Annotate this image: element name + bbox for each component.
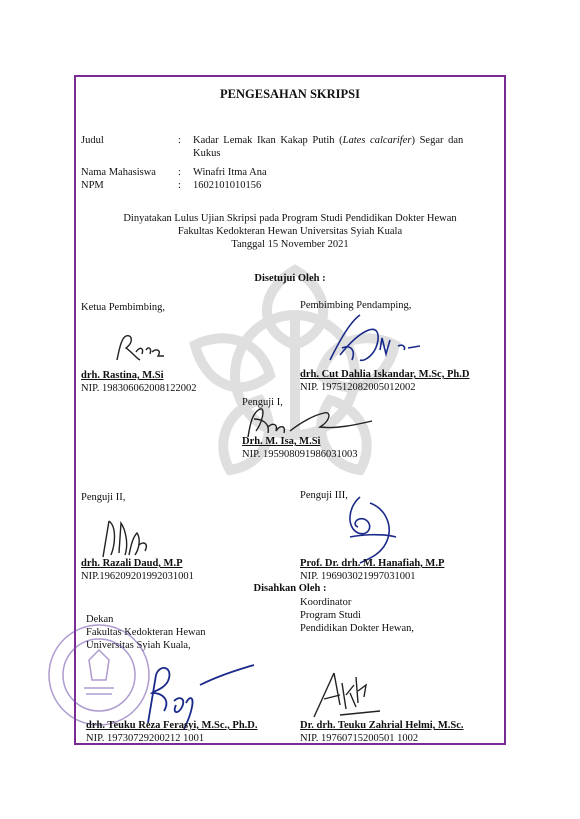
pendamping-signature (320, 310, 430, 370)
dekan-line3: Universitas Syiah Kuala, (86, 640, 191, 651)
statement-line3: Tanggal 15 November 2021 (231, 239, 349, 250)
koordinator-line1: Koordinator (300, 597, 352, 608)
ketua-nip: NIP. 198306062008122002 (81, 383, 197, 394)
penguji1-role: Penguji I, (242, 397, 283, 408)
dekan-line1: Dekan (86, 614, 114, 625)
dekan-line2: Fakultas Kedokteran Hewan (86, 627, 206, 638)
penguji2-signature (95, 515, 155, 560)
judul-value-line2: Kukus (193, 148, 221, 159)
pendamping-nip: NIP. 197512082005012002 (300, 382, 416, 393)
nama-label: Nama Mahasiswa (81, 167, 156, 178)
judul-value-line1: Kadar Lemak Ikan Kakap Putih (Lates calcarifer) Segar dan (193, 135, 464, 146)
penguji1-nip: NIP. 195908091986031003 (242, 449, 358, 460)
koordinator-signature (310, 665, 390, 720)
penguji3-nip: NIP. 196903021997031001 (300, 571, 416, 582)
koordinator-nip: NIP. 19760715200501 1002 (300, 733, 419, 744)
koordinator-name: Dr. drh. Teuku Zahrial Helmi, M.Sc. (300, 720, 464, 731)
approved-heading: Disetujui Oleh : (254, 273, 326, 284)
nama-value: Winafri Itma Ana (193, 167, 267, 178)
ketua-role: Ketua Pembimbing, (81, 302, 165, 313)
judul-label: Judul (81, 135, 104, 146)
dekan-nip: NIP. 19730729200212 1001 (86, 733, 205, 744)
koordinator-line3: Pendidikan Dokter Hewan, (300, 623, 415, 634)
statement-line1: Dinyatakan Lulus Ujian Skripsi pada Program Studi Pendidikan Dokter Hewan (123, 213, 457, 224)
page-title: PENGESAHAN SKRIPSI (220, 87, 360, 101)
judul-separator: : (178, 135, 181, 146)
npm-value: 1602101010156 (193, 180, 262, 191)
ratified-heading: Disahkan Oleh : (253, 583, 327, 594)
ketua-name: drh. Rastina, M.Si (81, 370, 164, 381)
penguji2-name: drh. Razali Daud, M.P (81, 558, 183, 569)
penguji3-role: Penguji III, (300, 490, 348, 501)
pendamping-role: Pembimbing Pendamping, (300, 300, 412, 311)
ketua-signature (112, 330, 172, 370)
penguji2-nip: NIP.196209201992031001 (81, 571, 194, 582)
penguji2-role: Penguji II, (81, 492, 126, 503)
penguji3-name: Prof. Dr. drh. M. Hanafiah, M.P (300, 558, 445, 569)
nama-separator: : (178, 167, 181, 178)
npm-separator: : (178, 180, 181, 191)
koordinator-line2: Program Studi (300, 610, 361, 621)
penguji1-name: Drh. M. Isa, M.Si (242, 436, 321, 447)
npm-label: NPM (81, 180, 104, 191)
pendamping-name: drh. Cut Dahlia Iskandar, M.Sc, Ph.D (300, 369, 470, 380)
statement-line2: Fakultas Kedokteran Hewan Universitas Syiah Kuala (177, 226, 403, 237)
dekan-name: drh. Teuku Reza Ferasyi, M.Sc., Ph.D. (86, 720, 258, 731)
